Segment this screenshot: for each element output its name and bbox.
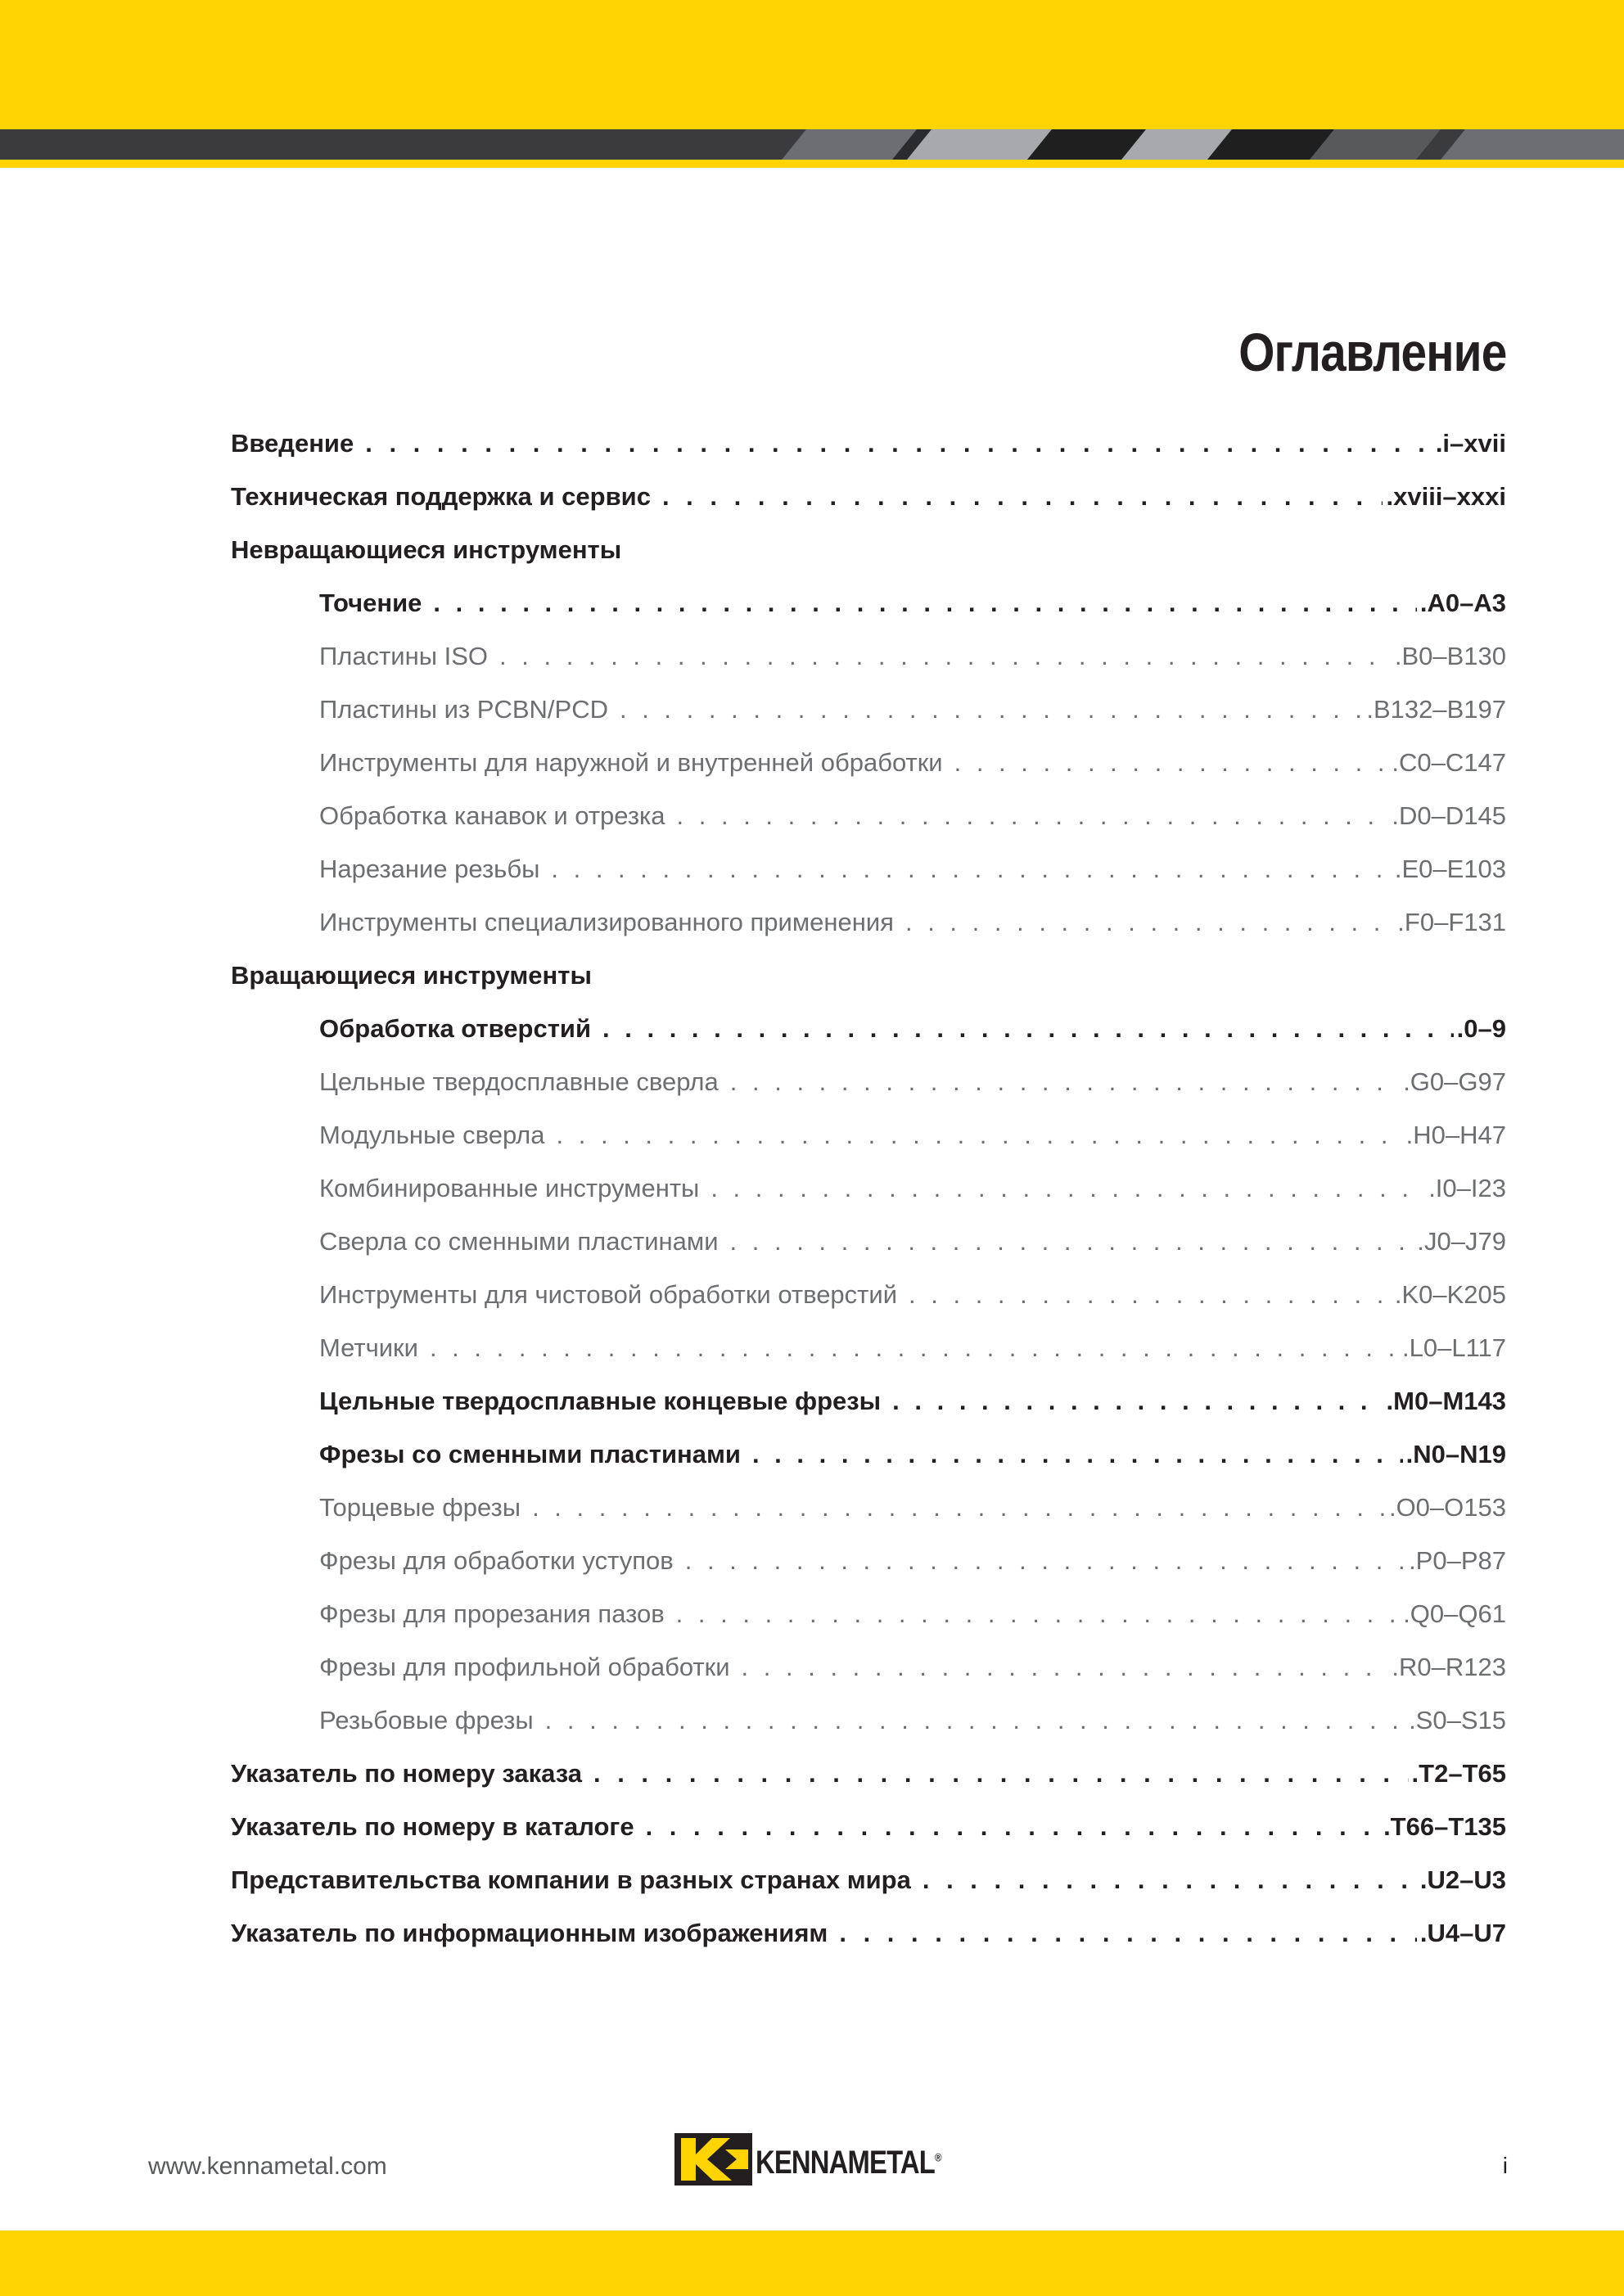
toc-dot-leader bbox=[676, 1595, 1401, 1634]
toc-dot-leader bbox=[499, 637, 1392, 676]
page-title: Оглавление bbox=[1238, 322, 1506, 382]
toc-entry-label: Инструменты специализированного применения bbox=[319, 908, 894, 936]
toc-entry-pages: .P0–P87 bbox=[1409, 1546, 1506, 1575]
header-stripe-pattern bbox=[0, 129, 1624, 160]
toc-entry[interactable] bbox=[231, 1275, 1506, 1328]
kennametal-logo bbox=[674, 2133, 950, 2185]
toc-dot-leader bbox=[365, 424, 1432, 463]
toc-entry-pages: .T2–T65 bbox=[1411, 1759, 1506, 1788]
toc-entry[interactable] bbox=[231, 424, 1506, 477]
toc-entry[interactable] bbox=[231, 743, 1506, 796]
toc-entry-label: Указатель по номеру в каталоге bbox=[231, 1812, 634, 1841]
toc-entry-label: Фрезы со сменными пластинами bbox=[319, 1440, 741, 1468]
toc-entry-label: Резьбовые фрезы bbox=[319, 1706, 534, 1734]
toc-entry-pages: .R0–R123 bbox=[1392, 1653, 1506, 1681]
toc-dot-leader bbox=[677, 796, 1389, 836]
toc-entry-label: Нарезание резьбы bbox=[319, 855, 540, 883]
toc-entry-pages: .A0–A3 bbox=[1419, 589, 1506, 617]
toc-entry-pages: .F0–F131 bbox=[1397, 908, 1506, 936]
toc-dot-leader bbox=[602, 1009, 1454, 1049]
toc-entry-label: Невращающиеся инструменты bbox=[231, 535, 622, 564]
toc-entry-pages: .I0–I23 bbox=[1428, 1174, 1506, 1202]
toc-entry[interactable] bbox=[231, 1914, 1506, 1967]
toc-entry[interactable] bbox=[231, 637, 1506, 690]
toc-entry-pages: .J0–J79 bbox=[1417, 1227, 1506, 1256]
table-of-contents bbox=[231, 424, 1506, 1967]
toc-dot-leader bbox=[905, 903, 1394, 942]
toc-dot-leader bbox=[532, 1488, 1386, 1527]
toc-entry[interactable] bbox=[231, 1595, 1506, 1648]
toc-entry-pages: .O0–O153 bbox=[1388, 1493, 1506, 1522]
toc-section-heading bbox=[231, 530, 1506, 584]
header-yellow-band bbox=[0, 0, 1624, 129]
toc-dot-leader bbox=[593, 1754, 1409, 1793]
toc-dot-leader bbox=[742, 1648, 1389, 1687]
toc-dot-leader bbox=[730, 1222, 1414, 1261]
toc-entry[interactable] bbox=[231, 690, 1506, 743]
toc-dot-leader bbox=[710, 1169, 1425, 1208]
toc-entry[interactable] bbox=[231, 1488, 1506, 1541]
toc-entry[interactable] bbox=[231, 1701, 1506, 1754]
header-stripe bbox=[0, 129, 1624, 160]
toc-dot-leader bbox=[685, 1541, 1405, 1581]
toc-entry[interactable] bbox=[231, 1435, 1506, 1488]
toc-entry-pages: .xviii–xxxi bbox=[1386, 482, 1506, 511]
toc-entry-pages: .0–9 bbox=[1456, 1014, 1506, 1043]
toc-entry-label: Метчики bbox=[319, 1333, 418, 1362]
toc-entry[interactable] bbox=[231, 903, 1506, 956]
page-number: i bbox=[1502, 2153, 1508, 2178]
toc-entry-pages: .D0–D145 bbox=[1392, 801, 1506, 830]
toc-entry-pages: .B132–B197 bbox=[1366, 695, 1506, 724]
toc-dot-leader bbox=[923, 1861, 1417, 1900]
toc-entry[interactable] bbox=[231, 1116, 1506, 1169]
toc-entry-pages: .U2–U3 bbox=[1419, 1865, 1506, 1894]
logo-wordmark: KENNAMETAL® bbox=[756, 2145, 941, 2181]
toc-entry-pages: .E0–E103 bbox=[1394, 855, 1506, 883]
toc-entry[interactable] bbox=[231, 796, 1506, 850]
toc-entry-pages: .K0–K205 bbox=[1394, 1280, 1506, 1309]
toc-dot-leader bbox=[646, 1807, 1380, 1847]
toc-entry-pages: .N0–N19 bbox=[1405, 1440, 1506, 1468]
toc-entry-label: Введение bbox=[231, 429, 354, 458]
footer-url[interactable]: www.kennametal.com bbox=[148, 2153, 387, 2180]
toc-dot-leader bbox=[662, 477, 1383, 516]
toc-entry-pages: .S0–S15 bbox=[1409, 1706, 1506, 1734]
toc-entry-label: Сверла со сменными пластинами bbox=[319, 1227, 719, 1256]
toc-entry-pages: .C0–C147 bbox=[1392, 748, 1506, 777]
toc-dot-leader bbox=[545, 1701, 1405, 1740]
toc-entry[interactable] bbox=[231, 477, 1506, 530]
toc-section-heading bbox=[231, 956, 1506, 1009]
toc-entry-label: Фрезы для прорезания пазов bbox=[319, 1599, 665, 1628]
toc-entry[interactable] bbox=[231, 1807, 1506, 1861]
toc-entry-label: Инструменты для наружной и внутренней обработки bbox=[319, 748, 943, 777]
toc-entry-label: Обработка отверстий bbox=[319, 1014, 592, 1043]
toc-entry[interactable] bbox=[231, 1062, 1506, 1116]
toc-entry-label: Вращающиеся инструменты bbox=[231, 961, 592, 990]
toc-entry[interactable] bbox=[231, 1541, 1506, 1595]
toc-entry-label: Модульные сверла bbox=[319, 1121, 545, 1149]
toc-entry[interactable] bbox=[231, 1861, 1506, 1914]
toc-entry[interactable] bbox=[231, 1169, 1506, 1222]
toc-entry-label: Цельные твердосплавные концевые фрезы bbox=[319, 1387, 882, 1415]
toc-entry-label: Инструменты для чистовой обработки отверстий bbox=[319, 1280, 898, 1309]
toc-dot-leader bbox=[730, 1062, 1400, 1102]
toc-dot-leader bbox=[433, 584, 1416, 623]
toc-entry-pages: .i–xvii bbox=[1435, 429, 1506, 458]
toc-dot-leader bbox=[620, 690, 1363, 729]
toc-entry-label: Техническая поддержка и сервис bbox=[231, 482, 651, 511]
toc-dot-leader bbox=[839, 1914, 1417, 1953]
toc-entry[interactable] bbox=[231, 1009, 1506, 1062]
toc-dot-leader bbox=[752, 1435, 1403, 1474]
header-underline-band bbox=[0, 160, 1624, 168]
toc-entry-label: Указатель по номеру заказа bbox=[231, 1759, 582, 1788]
toc-entry-label: Обработка канавок и отрезка bbox=[319, 801, 665, 830]
toc-dot-leader bbox=[430, 1328, 1399, 1368]
toc-entry[interactable] bbox=[231, 850, 1506, 903]
toc-entry-pages: .M0–M143 bbox=[1386, 1387, 1506, 1415]
toc-dot-leader bbox=[557, 1116, 1403, 1155]
toc-entry-label: Указатель по информационным изображениям bbox=[231, 1919, 828, 1947]
toc-entry-pages: .G0–G97 bbox=[1403, 1067, 1506, 1096]
toc-entry[interactable] bbox=[231, 1754, 1506, 1807]
toc-entry-label: Пластины из PCBN/PCD bbox=[319, 695, 608, 724]
toc-entry[interactable] bbox=[231, 1382, 1506, 1435]
toc-entry[interactable] bbox=[231, 1648, 1506, 1701]
toc-entry-pages: .T66–T135 bbox=[1383, 1812, 1506, 1841]
toc-entry-label: Цельные твердосплавные сверла bbox=[319, 1067, 719, 1096]
toc-entry-label: Пластины ISO bbox=[319, 642, 489, 670]
toc-entry-label: Комбинированные инструменты bbox=[319, 1174, 700, 1202]
toc-dot-leader bbox=[909, 1275, 1392, 1315]
toc-entry[interactable] bbox=[231, 1328, 1506, 1382]
toc-entry-pages: .B0–B130 bbox=[1394, 642, 1506, 670]
toc-entry-label: Точение bbox=[319, 589, 422, 617]
toc-entry-pages: .H0–H47 bbox=[1405, 1121, 1506, 1149]
toc-entry-pages: .Q0–Q61 bbox=[1403, 1599, 1506, 1628]
toc-entry-label: Фрезы для обработки уступов bbox=[319, 1546, 674, 1575]
toc-entry[interactable] bbox=[231, 1222, 1506, 1275]
toc-dot-leader bbox=[892, 1382, 1383, 1421]
toc-entry-label: Фрезы для профильной обработки bbox=[319, 1653, 730, 1681]
toc-entry[interactable] bbox=[231, 584, 1506, 637]
toc-entry-label: Представительства компании в разных странах мира bbox=[231, 1865, 911, 1894]
toc-dot-leader bbox=[551, 850, 1391, 889]
toc-dot-leader bbox=[954, 743, 1389, 783]
kennametal-k-icon bbox=[674, 2133, 752, 2185]
toc-entry-pages: .L0–L117 bbox=[1402, 1333, 1506, 1362]
toc-entry-pages: .U4–U7 bbox=[1419, 1919, 1506, 1947]
toc-entry-label: Торцевые фрезы bbox=[319, 1493, 521, 1522]
footer-yellow-band bbox=[0, 2231, 1624, 2296]
